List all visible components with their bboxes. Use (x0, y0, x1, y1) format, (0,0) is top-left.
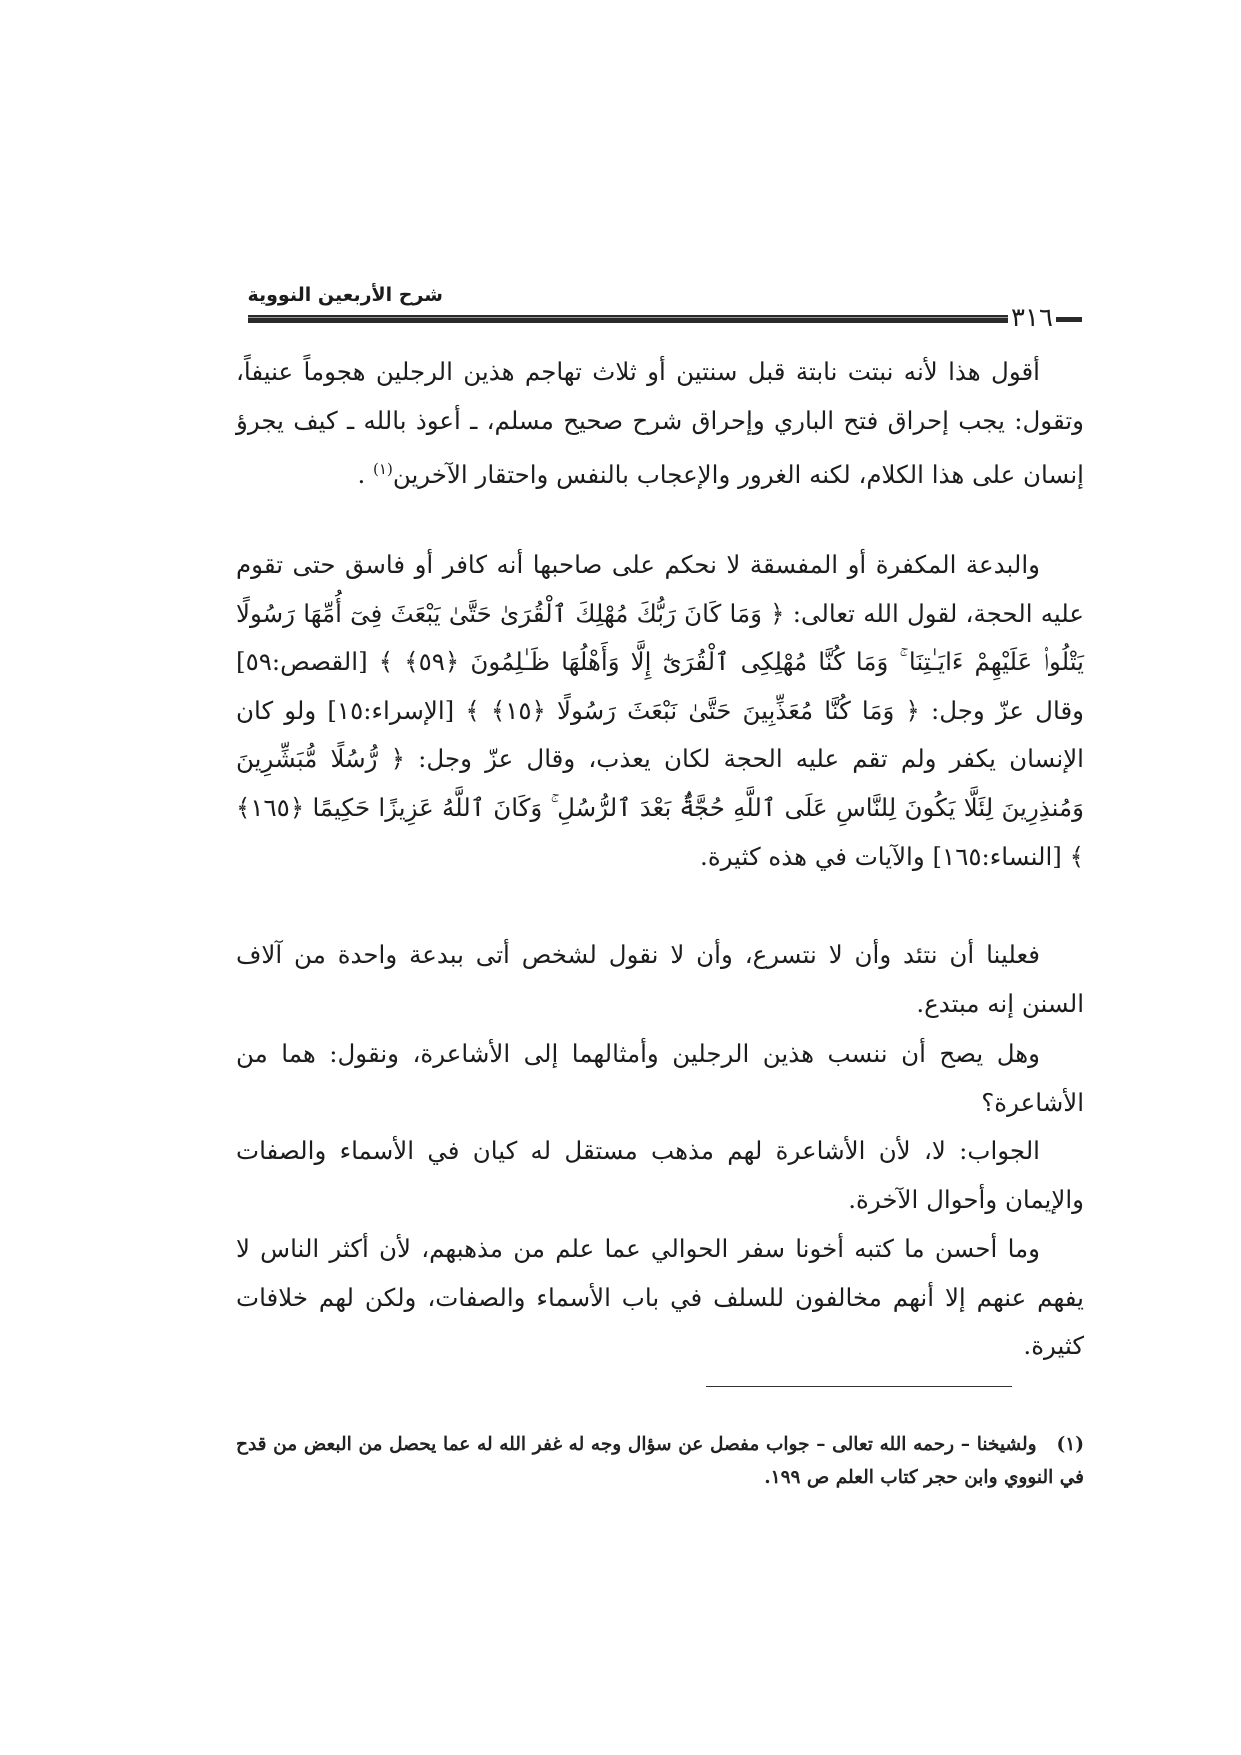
header-rule (248, 315, 1008, 323)
paragraph-6: وما أحسن ما كتبه أخونا سفر الحوالي عما علم من مذهبهم، لأن أكثر الناس لا يفهم عنهم إلا أنهم مخالفون للسلف في باب الأسماء والصفات، ولكن لهم خلافات كثيرة. (236, 1234, 1084, 1361)
paragraph-1 (236, 348, 1084, 548)
running-header-title: شرح الأربعين النووية (247, 284, 443, 306)
paragraph-4: وهل يصح أن ننسب هذين الرجلين وأمثالهما إلى الأشاعرة، ونقول: هما من الأشاعرة؟ (236, 1039, 1084, 1117)
footnote-number: (١) (1056, 1434, 1084, 1455)
footnote-separator (706, 1386, 1012, 1387)
paragraph-5: الجواب: لا، لأن الأشاعرة لهم مذهب مستقل له كيان في الأسماء والصفات والإيمان وأحوال الآخرة. (236, 1136, 1084, 1214)
header-rule-end (1056, 317, 1082, 322)
footnote-marker: (١) (373, 460, 393, 479)
page-number: ٣١٦ (1011, 303, 1053, 333)
footnote (236, 1428, 1084, 1494)
paragraph-1-text: أقول هذا لأنه نبتت نابتة قبل سنتين أو ثلاث تهاجم هذين الرجلين هجوماً عنيفاً، وتقول: يجب إحراق فتح الباري وإحراق شرح صحيح مسلم، ـ أعوذ بالله ـ كيف يجرؤ إنسان على هذا الكلام، لكنه الغرور والإعجاب بالنفس واحتقار الآخرين (236, 357, 1084, 490)
footnote-text: ولشيخنا – رحمه الله تعالى – جواب مفصل عن سؤال وجه له غفر الله له عما يحصل من البعض من قدح في النووي وابن حجر كتاب العلم ص ١٩٩. (236, 1434, 1084, 1488)
paragraph-1-end: . (357, 460, 366, 490)
paragraph-2: والبدعة المكفرة أو المفسقة لا نحكم على صاحبها أنه كافر أو فاسق حتى تقوم عليه الحجة، لقول الله تعالى: ﴿ وَمَا كَانَ رَبُّكَ مُهْلِكَ ٱلْقُرَىٰ حَتَّىٰ يَبْعَثَ فِىٓ أُمِّهَا رَسُولًا يَتْلُوا۟ عَلَيْهِمْ ءَايَـٰتِنَا ۚ وَمَا كُنَّا مُهْلِكِى ٱلْقُرَىٰٓ إِلَّا وَأَهْلُهَا ظَـٰلِمُونَ ﴿٥٩﴾ ﴾ [القصص:٥٩] وقال عزّ وجل: ﴿ وَمَا كُنَّا مُعَذِّبِينَ حَتَّىٰ نَبْعَثَ رَسُولًا ﴿١٥﴾ ﴾ [الإسراء:١٥] ولو كان الإنسان يكفر ولم تقم عليه الحجة لكان يعذب، وقال عزّ وجل: ﴿ رُّسُلًا مُّبَشِّرِينَ وَمُنذِرِينَ لِئَلَّا يَكُونَ لِلنَّاسِ عَلَى ٱللَّهِ حُجَّةٌۢ بَعْدَ ٱلرُّسُلِ ۚ وَكَانَ ٱللَّهُ عَزِيزًا حَكِيمًا ﴿١٦٥﴾ ﴾ [النساء:١٦٥] والآيات في هذه كثيرة. (236, 550, 1084, 871)
paragraph-3: فعلينا أن نتئد وأن لا نتسرع، وأن لا نقول لشخص أتى ببدعة واحدة من آلاف السنن إنه مبتدع. (236, 940, 1084, 1018)
